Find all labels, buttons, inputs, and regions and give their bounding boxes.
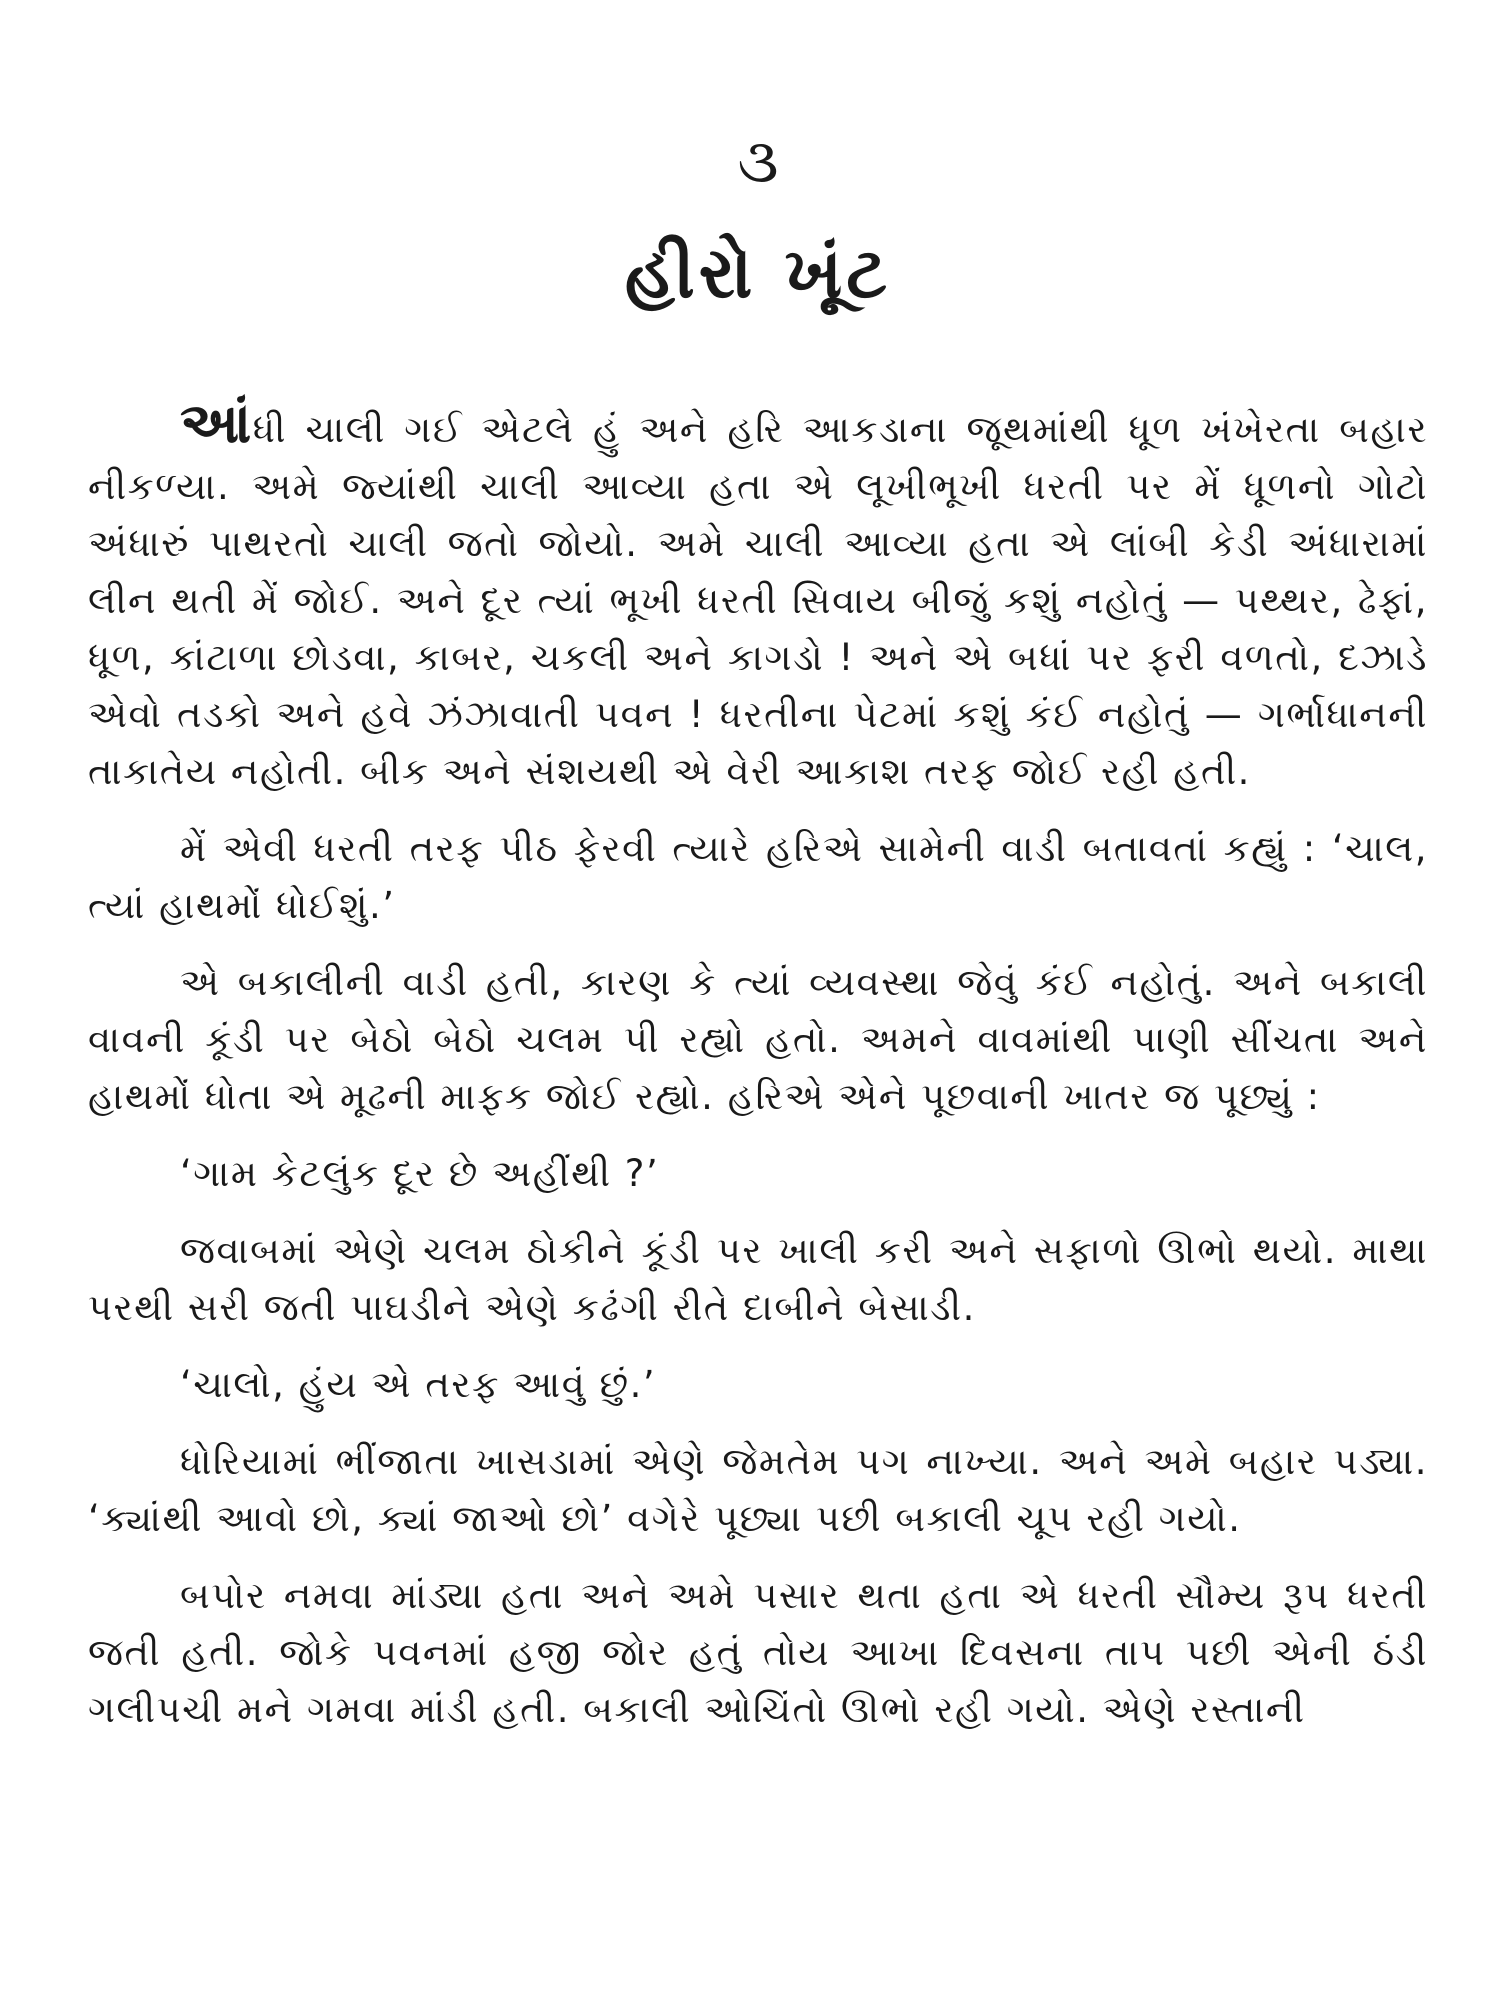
chapter-body [88,391,1428,1738]
paragraph-text: ધી ચાલી ગઈ એટલે હું અને હરિ આકડાના જૂથમાંથી ધૂળ ખંખેરતા બહાર નીકળ્યા. અમે જ્યાંથી ચાલી આવ્યા હતા એ લૂખીભૂખી ધરતી પર મેં ધૂળનો ગોટો અંધારું પાથરતો ચાલી જતો જોયો. અમે ચાલી આવ્યા હતા એ લાંબી કેડી અંધારામાં લીન થતી મેં જોઈ. અને દૂર ત્યાં ભૂખી ધરતી સિવાય બીજું કશું નહોતું — પથ્થર, ઢેફાં, ધૂળ, કાંટાળા છોડવા, કાબર, ચકલી અને કાગડો ! અને એ બધાં પર ફરી વળતો, દઝાડે એવો તડકો અને હવે ઝંઝાવાતી પવન ! ધરતીના પેટમાં કશું કંઈ નહોતું — ગર્ભાધાનની તાકાતેય નહોતી. બીક અને સંશયથી એ વેરી આકાશ તરફ જોઈ રહી હતી. [88,408,1428,793]
paragraph-5: જવાબમાં એણે ચલમ ઠોકીને કૂંડી પર ખાલી કરી અને સફાળો ઊભો થયો. માથા પરથી સરી જતી પાઘડીને એણે કઢંગી રીતે દાબીને બેસાડી. [88,1229,1428,1329]
paragraph-lead-letter: આં [180,391,253,456]
paragraph-1 [88,391,1428,800]
paragraph-6: ‘ચાલો, હુંય એ તરફ આવું છું.’ [180,1363,657,1406]
paragraph-4: ‘ગામ કેટલુંક દૂર છે અહીંથી ?’ [180,1152,660,1195]
paragraph-2: મેં એવી ધરતી તરફ પીઠ ફેરવી ત્યારે હરિએ સામેની વાડી બતાવતાં કહ્યું : ‘ચાલ, ત્યાં હાથમોં ધોઈશું.’ [88,827,1428,927]
paragraph-8: બપોર નમવા માંડ્યા હતા અને અમે પસાર થતા હતા એ ધરતી સૌમ્ય રૂપ ધરતી જતી હતી. જોકે પવનમાં હજી જોર હતું તોય આખા દિવસના તાપ પછી એની ઠંડી ગલીપચી મને ગમવા માંડી હતી. બકાલી ઓચિંતો ઊભો રહી ગયો. એણે રસ્તાની [88,1574,1428,1731]
paragraph-7: ધોરિયામાં ભીંજાતા ખાસડામાં એણે જેમતેમ પગ નાખ્યા. અને અમે બહાર પડ્યા. ‘ક્યાંથી આવો છો, ક્યાં જાઓ છો’ વગેરે પૂછ્યા પછી બકાલી ચૂપ રહી ગયો. [88,1440,1428,1540]
chapter-number: ૩ [737,124,779,197]
paragraph-3: એ બકાલીની વાડી હતી, કારણ કે ત્યાં વ્યવસ્થા જેવું કંઈ નહોતું. અને બકાલી વાવની કૂંડી પર બેઠો બેઠો ચલમ પી રહ્યો હતો. અમને વાવમાંથી પાણી સીંચતા અને હાથમોં ધોતા એ મૂઢની માફક જોઈ રહ્યો. હરિએ એને પૂછવાની ખાતર જ પૂછ્યું : [88,961,1428,1118]
chapter-title: હીરો ખૂંટ [624,232,892,314]
